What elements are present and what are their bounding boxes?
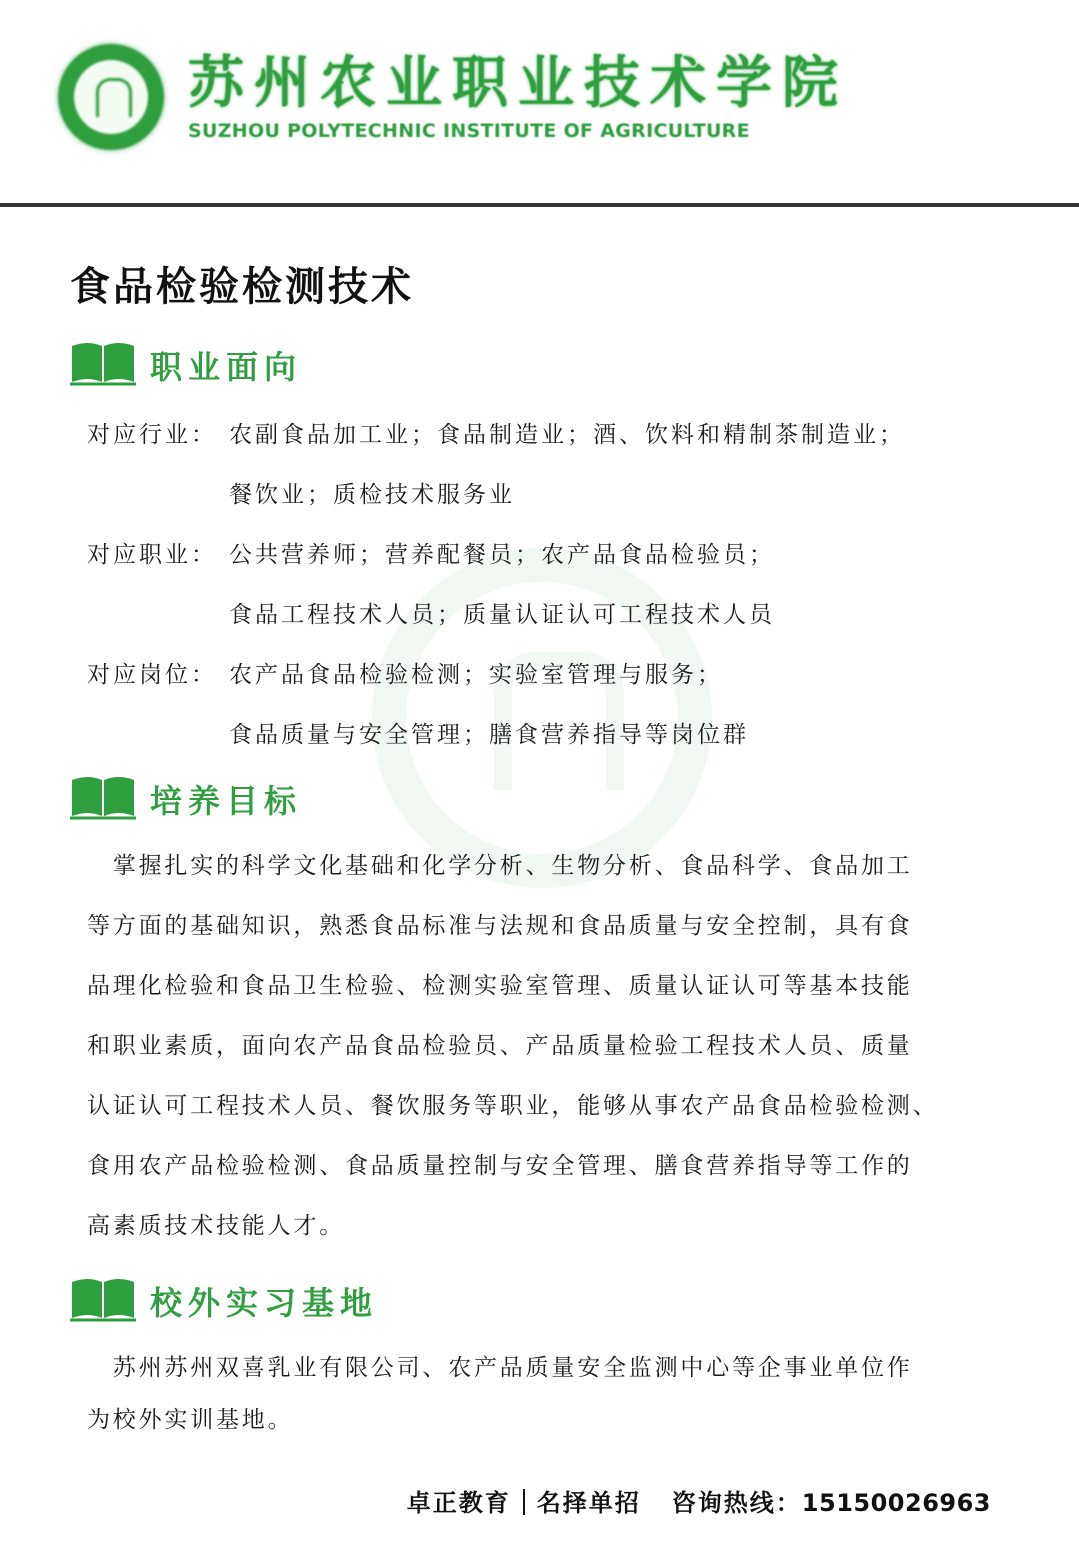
footer-org: 卓正教育: [406, 1488, 511, 1517]
row-label: 对应职业：: [87, 542, 217, 568]
footer-slogan: 名择单招: [536, 1488, 641, 1517]
section-title: 校外实习基地: [150, 1284, 379, 1322]
row-label: 对应岗位：: [87, 662, 217, 688]
paragraph-line: 品理化检验和食品卫生检验、检测实验室管理、质量认证认可等基本技能: [87, 973, 913, 999]
career-row-position: [87, 656, 723, 689]
open-book-icon: [70, 774, 136, 820]
row-value-cont: 餐饮业；质检技术服务业: [229, 482, 515, 508]
school-name-cn: 苏州农业职业技术学院: [188, 50, 848, 116]
footer-contact: [407, 1483, 991, 1518]
open-book-icon: [70, 340, 136, 386]
row-value-cont: 食品工程技术人员；质量认证认可工程技术人员: [229, 602, 775, 628]
section-title: 培养目标: [150, 782, 303, 820]
paragraph-line: 等方面的基础知识，熟悉食品标准与法规和食品质量与安全控制，具有食: [87, 913, 913, 939]
career-row-industry: [87, 416, 905, 449]
career-row-occupation: [87, 536, 775, 569]
open-book-icon: [70, 1276, 136, 1322]
row-label: 对应行业：: [87, 422, 217, 448]
paragraph-line: 认证认可工程技术人员、餐饮服务等职业，能够从事农产品食品检验检测、: [87, 1093, 939, 1119]
row-value: 公共营养师；营养配餐员；农产品食品检验员；: [229, 542, 775, 568]
footer-separator: [523, 1489, 525, 1515]
goal-paragraph: [87, 836, 999, 1256]
paragraph-line: 苏州苏州双喜乳业有限公司、农产品质量安全监测中心等企事业单位作: [87, 1355, 913, 1381]
paragraph-line: 和职业素质，面向农产品食品检验员、产品质量检验工程技术人员、质量: [87, 1033, 913, 1059]
row-value: 农产品食品检验检测；实验室管理与服务；: [229, 662, 723, 688]
paragraph-line: 为校外实训基地。: [87, 1407, 294, 1433]
header: [0, 0, 1079, 205]
school-name-en: SUZHOU POLYTECHNIC INSTITUTE OF AGRICULTURE: [188, 120, 750, 142]
hotline-label: 咨询热线：: [671, 1488, 802, 1517]
row-value-cont: 食品质量与安全管理；膳食营养指导等岗位群: [229, 722, 749, 748]
school-seal-logo: [58, 44, 164, 150]
base-paragraph: [87, 1342, 999, 1446]
hotline-number: 15150026963: [801, 1489, 991, 1517]
row-value: 农副食品加工业；食品制造业；酒、饮料和精制茶制造业；: [229, 422, 905, 448]
paragraph-line: 高素质技术技能人才。: [87, 1213, 345, 1239]
page-title: 食品检验检测技术: [70, 263, 414, 310]
paragraph-line: 食用农产品检验检测、食品质量控制与安全管理、膳食营养指导等工作的: [87, 1153, 913, 1179]
header-divider: [0, 203, 1079, 207]
paragraph-line: 掌握扎实的科学文化基础和化学分析、生物分析、食品科学、食品加工: [87, 853, 913, 879]
section-title: 职业面向: [150, 348, 303, 386]
